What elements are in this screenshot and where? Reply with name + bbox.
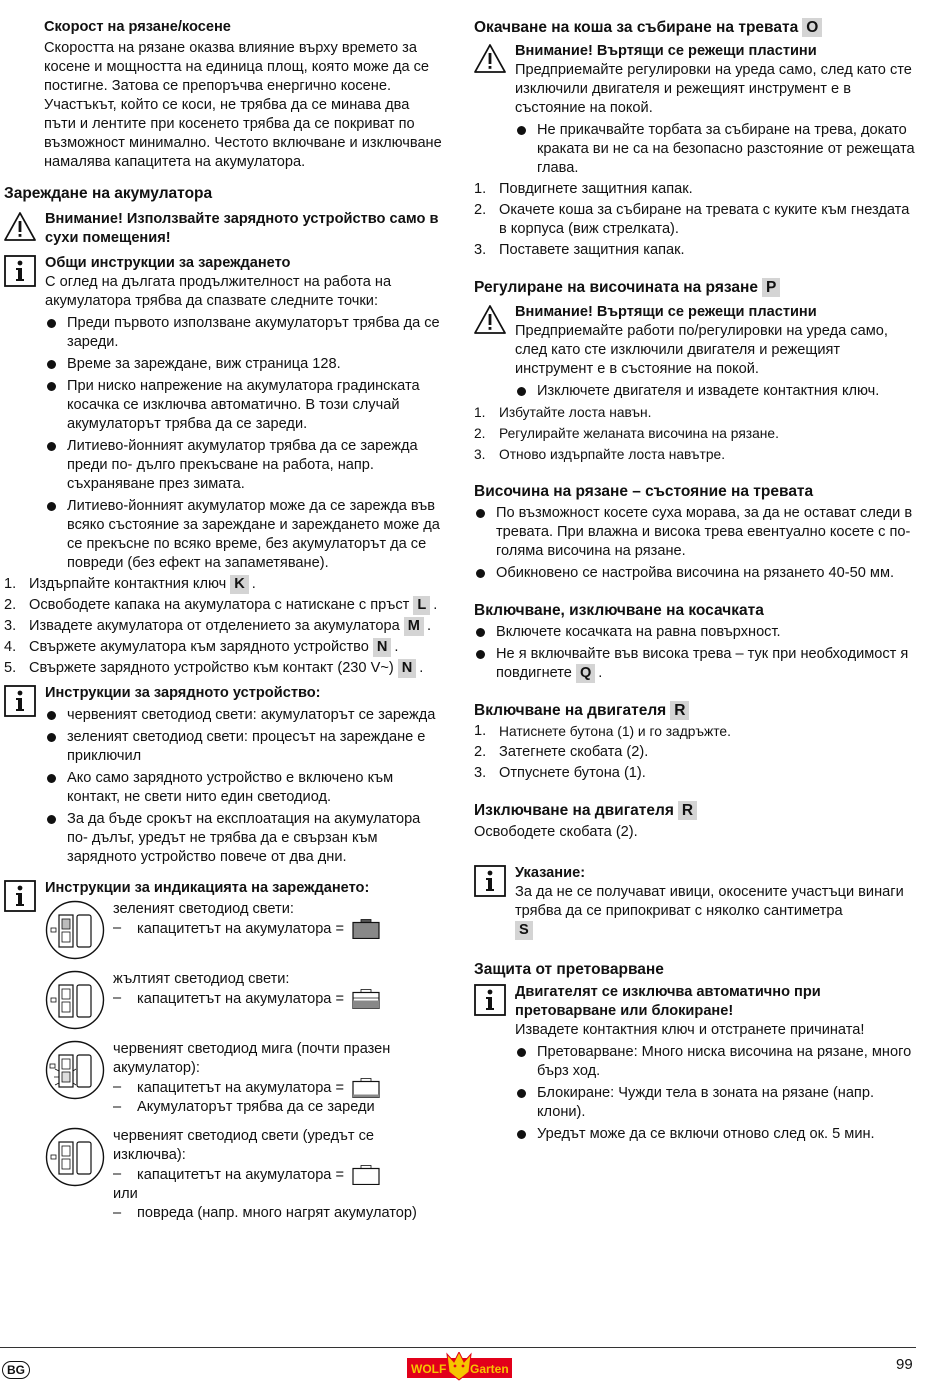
indicator-instructions [4,879,442,1223]
indicator-line-text: капацитетът на акумулатора = [137,920,345,937]
charging-warning-text: Внимание! Използвайте зарядното устройство само в сухи помещения! [45,211,439,246]
bag-warning-title: Внимание! Въртящи се режещи пластини [515,43,817,59]
indicator-head: червеният светодиод свети (уредът се изключва): [113,1128,375,1163]
wolf-garten-logo [407,1352,512,1382]
step-text: Окачете коша за събиране на тревата с куките към гнездата в корпуса (виж стрелката). [499,202,910,237]
step-item [474,764,916,783]
overload-text: Извадете контактния ключ и отстранете причината! [515,1022,865,1038]
onoff-title: Включване, изключване на косачката [474,602,764,619]
list-item: За да бъде срокът на експлоатация на акумулатора по- дълъг, уредът не трябва да е свързан към зарядното устройство повече от два дни. [45,810,442,867]
list-item: При ниско напрежение на акумулатора градинската косачка се изключва автоматично. В този случай акумулаторът трябва да се зареди. [45,377,442,434]
indicator-line [113,989,442,1009]
speed-section [44,18,442,172]
figure-tag: M [404,617,424,636]
dash-marker: – [113,1205,122,1221]
step-number: 2. [474,426,486,441]
step-text: Натиснете бутона (1) и го задръжте. [499,724,731,739]
step-item [4,638,442,657]
right-column [474,18,916,1144]
warning-icon [474,43,506,75]
figure-tag: S [515,921,533,940]
figure-tag: P [762,278,780,297]
step-number: 3. [474,242,487,258]
indicator-line [113,1098,442,1117]
figure-tag: R [670,701,689,720]
step-number: 3. [4,618,17,634]
dash-marker: – [113,990,122,1006]
list-item: Литиево-йонният акумулатор трябва да се зарежда преди по- дълго прекъсване на работа, напр. съхраняване през зимата. [45,437,442,494]
grass-title: Височина на рязане – състояние на тревата [474,483,814,500]
indicator-title: Инструкции за индикацията на зареждането: [45,880,370,896]
note [474,864,916,940]
battery-empty-icon [352,1165,380,1185]
charger-bullet-list [45,706,442,867]
step-text: Повдигнете защитния капак. [499,181,693,197]
charger-led-icon [45,970,105,1030]
step-text: Свържете зарядното устройство към контакт (230 V~) [29,660,394,676]
step-number: 1. [4,576,17,592]
step-end: . [251,576,256,592]
step-text: Освободете капака на акумулатора с натискане с пръст [29,597,410,613]
stop-title [474,801,916,820]
step-item [4,659,442,678]
indicator-head: червеният светодиод мига (почти празен акумулатор): [113,1041,391,1076]
height-title-text: Регулиране на височината на рязане [474,279,758,296]
step-end: . [426,618,432,634]
bag-warning-bullets [515,121,916,178]
figure-tag: R [678,801,697,820]
list-item: Не прикачвайте торбата за събиране на трева, докато краката ви не са на безопасно разстояние от режещата глава. [515,121,916,178]
general-instructions [4,254,442,573]
svg-text:Garten: Garten [470,1362,509,1376]
grass-bullets [474,504,916,583]
step-number: 3. [474,765,487,781]
indicator-line-text: капацитетът на акумулатора = [137,1079,345,1096]
indicator-red [45,1127,442,1223]
language-badge: BG [2,1361,30,1379]
info-icon [474,865,506,897]
list-item: По възможност косете суха морава, за да не остават следи в тревата. При влажна и висока трева евентуално косете с по-голяма височина на рязане. [474,504,916,561]
step-number: 2. [4,597,17,613]
list-item-text: Не я включвайте във висока трева – тук при необходимост я повдигнете [496,646,909,681]
page-number: 99 [896,1356,913,1373]
charger-instructions [4,684,442,867]
left-column [4,18,442,1223]
bag-title [474,18,916,37]
battery-low-icon [352,1078,380,1098]
indicator-line-text: или [113,1186,138,1202]
info-icon [474,984,506,1016]
bag-warning-text: Предприемайте регулировки на уреда само, след като сте изключили двигателя и режещият инструмент е в състояние на покой. [515,62,912,116]
overload-bullets [515,1043,916,1144]
info-icon [4,685,36,717]
list-item-text: Включете косачката на равна повърхност. [496,624,781,640]
step-end: . [419,660,424,676]
step-number: 5. [4,660,17,676]
charging-warning [4,210,442,248]
step-item [474,403,916,422]
info-icon [4,255,36,287]
speed-title: Скорост на рязане/косене [44,19,231,35]
step-text: Избутайте лоста навън. [499,405,652,420]
warning-icon [474,304,506,336]
general-title: Общи инструкции за зареждането [45,255,291,271]
list-item [474,623,916,642]
general-bullet-list [45,314,442,573]
step-item [474,424,916,443]
indicator-yellow [45,970,442,1030]
step-number: 2. [474,202,487,218]
indicator-green [45,900,442,960]
dash-marker: – [113,1166,122,1182]
indicator-head: жълтият светодиод свети: [113,971,290,987]
step-number: 1. [474,181,487,197]
general-intro: С оглед на дългата продължителност на работа на акумулатора трябва да спазвате следните точки: [45,274,392,309]
step-text: Регулирайте желаната височина на рязане. [499,426,779,441]
step-text: Отново издърпайте лоста навътре. [499,447,726,462]
indicator-line [113,1165,442,1185]
battery-half-icon [352,989,380,1009]
note-text: За да не се получават ивици, окосените участъци винаги трябва да се припокриват с няколко сантиметра [515,884,904,919]
indicator-line-text: повреда (напр. много нагрят акумулатор) [137,1205,417,1221]
height-warning-bullets [515,382,916,401]
svg-text:WOLF: WOLF [411,1362,447,1376]
list-item: Литиево-йонният акумулатор може да се зарежда във всяко състояние за зареждане и зареждането може да се прекъсне по всяко време, без акумулаторът да се повреди (без ефект на запаметяване). [45,497,442,573]
note-title: Указание: [515,865,586,881]
height-warning [474,303,916,401]
charger-led-blink-icon [45,1040,105,1100]
stop-title-text: Изключване на двигателя [474,802,674,819]
list-item: Уредът може да се включи отново след ок. 5 мин. [515,1125,916,1144]
dash-marker: – [113,1079,122,1095]
indicator-line [113,919,442,939]
indicator-head: зеленият светодиод свети: [113,901,294,917]
step-text: Издърпайте контактния ключ [29,576,227,592]
start-title-text: Включване на двигателя [474,702,667,719]
step-end: . [394,639,399,655]
figure-tag: O [802,18,822,37]
step-number: 1. [474,405,486,420]
list-item: Ако само зарядното устройство е включено към контакт, не свети нито един светодиод. [45,769,442,807]
dash-marker: – [113,920,122,936]
figure-tag: L [413,596,430,615]
indicator-line-text: капацитетът на акумулатора = [137,990,345,1007]
indicator-red-blink [45,1040,442,1117]
overload-title: Защита от претоварване [474,961,664,978]
list-item: Обикновено се настройва височина на рязането 40-50 мм. [474,564,916,583]
step-text: Извадете акумулатора от отделението за акумулатора [29,618,400,634]
charger-led-icon [45,900,105,960]
height-title [474,278,916,297]
bag-warning [474,42,916,178]
figure-tag: Q [576,664,595,683]
step-item [474,201,916,239]
indicator-line [113,1078,442,1098]
stop-text: Освободете скобата (2). [474,824,638,840]
indicator-line-text: Акумулаторът трябва да се зареди [137,1099,375,1115]
info-icon [4,880,36,912]
list-item: Претоварване: Много ниска височина на рязане, много бърз ход. [515,1043,916,1081]
figure-tag: N [398,659,417,678]
step-number: 1. [474,723,487,739]
step-item [4,575,442,594]
dash-marker: – [113,1099,122,1115]
step-number: 4. [4,639,17,655]
charger-led-icon [45,1127,105,1187]
warning-icon [4,211,36,243]
step-item [474,241,916,260]
step-end: . [433,597,438,613]
overload-bold: Двигателят се изключва автоматично при претоварване или блокиране! [515,984,821,1019]
height-warning-text: Предприемайте работи по/регулировки на уреда само, след като сте изключили двигателя и режещият инструмент е в състояние на покой. [515,323,888,377]
step-item [474,743,916,762]
indicator-line [113,1204,442,1223]
step-text: Поставете защитния капак. [499,242,685,258]
speed-text: Скоростта на рязане оказва влияние върху времето за косене и мощността на единица площ, която може да се постигне. Затова се препоръчва енергично косене. Участъкът, който се коси, не трябва да се минава два пъти и лентите при косенето трябва да се покриват по възможност минимално. Честото включване и изключване намалява капацитета на акумулатора. [44,40,442,170]
step-item [4,617,442,636]
note-text-wrap [515,883,916,940]
height-warning-title: Внимание! Въртящи се режещи пластини [515,304,817,320]
step-item [4,596,442,615]
step-number: 3. [474,447,486,462]
step-number: 2. [474,744,487,760]
onoff-bullets [474,623,916,683]
figure-tag: K [230,575,249,594]
height-steps [474,403,916,464]
charger-title: Инструкции за зарядното устройство: [45,685,321,701]
bag-title-text: Окачване на коша за събиране на тревата [474,19,799,36]
list-item: Време за зареждане, виж страница 128. [45,355,442,374]
list-item: червеният светодиод свети: акумулаторът се зарежда [45,706,442,725]
list-item: Не я включвайте във висока трева – тук при необходимост я повдигнете Q . [474,645,916,683]
list-item: Блокиране: Чужди тела в зоната на рязане (напр. клони). [515,1084,916,1122]
step-text: Свържете акумулатора към зарядното устройство [29,639,369,655]
overload-info [474,983,916,1144]
bag-steps [474,180,916,260]
footer-divider [0,1347,916,1348]
step-text: Затегнете скобата (2). [499,744,649,760]
step-text: Отпуснете бутона (1). [499,765,646,781]
battery-full-icon [352,919,380,939]
list-item: зеленият светодиод свети: процесът на зареждане е приключил [45,728,442,766]
list-item: Изключете двигателя и извадете контактния ключ. [515,382,916,401]
start-title [474,701,916,720]
step-item [474,445,916,464]
indicator-line [113,1185,442,1204]
figure-tag: N [373,638,392,657]
charging-title: Зареждане на акумулатора [4,185,213,202]
start-steps [474,722,916,783]
step-item [474,180,916,199]
charging-steps [4,575,442,678]
step-item [474,722,916,741]
indicator-line-text: капацитетът на акумулатора = [137,1166,345,1183]
list-item: Преди първото използване акумулаторът трябва да се зареди. [45,314,442,352]
